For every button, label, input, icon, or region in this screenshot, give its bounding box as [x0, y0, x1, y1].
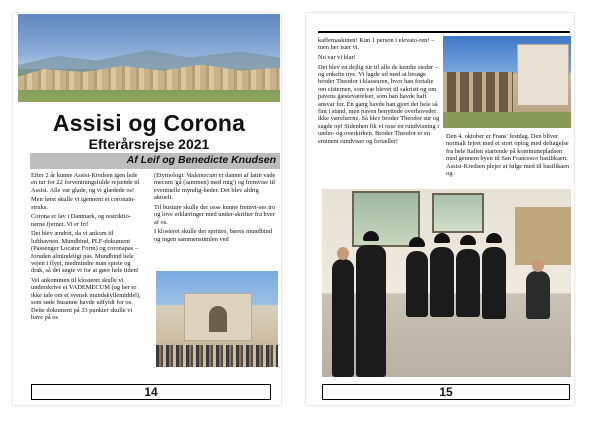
veil: [460, 235, 476, 245]
church-facade: [184, 293, 252, 341]
paragraph: kaffemaskinen! Kun 1 person i elevato-ren! – men her især vi.: [318, 37, 435, 52]
left-column-1: [31, 172, 143, 324]
top-rule: [318, 31, 570, 33]
etymology-term: Vademecum: [186, 172, 218, 179]
veil: [434, 233, 450, 243]
right-column-2: [446, 133, 570, 180]
page-number-right: 15: [322, 384, 570, 400]
nun-figure: [430, 247, 454, 317]
author-byline: Af Leif og Benedicte Knudsen: [126, 154, 276, 166]
assisi-landscape-photo: [18, 14, 280, 102]
paragraph: Det blev en dejlig tur til alle de kendte steder – og enkelte nye. Vi lagde ud med at besøge broder Theodor i klausuren, hvor han fortalte om cisternen, som var blevet til sakristi og om pavens gæsteværelser, som han havde haft ansvar for. Én gang havde han gjort det hele så fint i stand, men paven benyttede overhovedet ikke værelserne. Så blev broder Theodor sur og sagde op! Sidenhen fik vi osse en rundvisning i under- og overkirken. Broder Theodor er en eminent rundviser og fortæller!: [318, 63, 440, 145]
person-head: [337, 247, 349, 260]
person-figure: [332, 259, 354, 377]
paragraph: Men først skulle vi igennem et coronain-struks.: [31, 196, 136, 211]
cloister-photo: [443, 36, 571, 128]
page-number-left: 14: [31, 384, 271, 400]
paragraph: Til busture skulle der osse kunne fremvi-ses tro og love erklæringer med under-skrifter fra hver af os.: [154, 203, 276, 226]
nun-figure: [456, 249, 480, 317]
paragraph: [154, 172, 278, 202]
article-subtitle: Efterårsrejse 2021: [88, 136, 210, 152]
paragraph: Nu var vi klar!: [318, 54, 356, 61]
paragraph: Vel ankommen til klosteret skulle vi underskrive et VADEMECUM (og her er ikke tale om et svensk mundskyllemiddel), som søde Susanne havde udfyldt for os. Dette dokument på 33 punkter skulle vi have på os: [31, 277, 141, 322]
person-head: [532, 259, 544, 272]
wall-panel: [515, 207, 571, 265]
crowd: [156, 345, 278, 367]
author-bar: [30, 153, 280, 169]
choir-photo: [322, 189, 571, 377]
window: [432, 193, 484, 233]
paragraph: I klosteret skulle der sprittes, bæres mundbind og ingen sammenstimlen ved: [154, 228, 273, 243]
paragraph: Det blev ændret, da vi ankom til lufthavnen. Mundbind, PLF-dokument (Passenger Locator Form) og coronapas – foruden almindeligt pas. Mundbind hele vejen i flyet, medmindre man spiste og drak, så det søgte vi for at gøre hele tiden!: [31, 230, 139, 275]
veil: [363, 231, 379, 241]
church-building: [517, 44, 569, 106]
nun-figure: [356, 245, 386, 377]
veil: [486, 233, 502, 243]
lawn: [443, 112, 571, 128]
paragraph: Corona er lav i Danmark, og restriktio-nerne fjernet. Vi er fri!: [31, 213, 131, 228]
paragraph: Efter 2 år kunne Assisi-Kredsen igen lede en tur for 22 forventningsfulde rejsende til Assisi. Alle var glade, og vi glædede os!: [31, 172, 140, 194]
seated-person-figure: [526, 271, 550, 319]
church-square-photo: [156, 271, 278, 367]
left-column-2: [154, 172, 278, 245]
veil: [409, 237, 425, 247]
article-title: Assisi og Corona: [52, 110, 246, 136]
nun-figure: [482, 247, 506, 319]
etymology-rest: er dannet af latin vade mecum 'gå (sammen) med mig') og fremvise til eventuelle myndig-heder. Det blev aldrig aktuelt.: [154, 172, 276, 202]
nun-figure: [406, 251, 428, 317]
right-column-1: [318, 37, 440, 147]
paragraph: Den 4. oktober er Frans' festdag. Den bliver normalt fejret med et stort optog med deltagelse fra hele Italien startende på kommunepladsen med gennem byen til San Francesco basilikaen. Assisi-Kredsen plejer at følge med til basilikaen og: [446, 133, 570, 178]
etymology-prefix: (Etymologi:: [154, 172, 187, 179]
